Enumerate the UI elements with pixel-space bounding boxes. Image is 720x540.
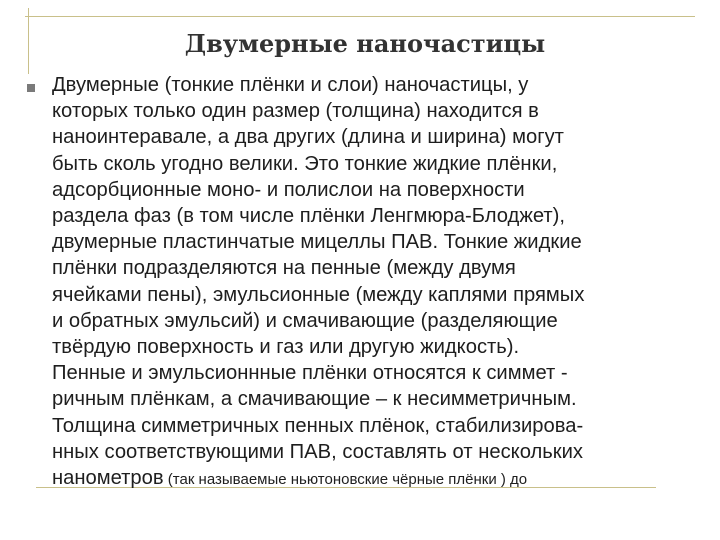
body-line: раздела фаз (в том числе плёнки Ленгмюра-Блоджет),: [52, 205, 565, 228]
body-line: Двумерные (тонкие плёнки и слои) наночастицы, у: [52, 74, 529, 96]
body-line: ячейками пены), эмульсионные (между каплями прямых: [52, 283, 585, 306]
body-last-line: [52, 465, 692, 493]
body-line: и обратных эмульсий) и смачивающие (разделяющие: [52, 309, 558, 332]
body-line: наноинтеравале, а два других (длина и ширина) могут: [52, 126, 564, 149]
bullet-square-icon: [27, 84, 35, 92]
body-line: адсорбционные моно- и полислои на поверхности: [52, 178, 525, 201]
body-line: быть сколь угодно велики. Это тонкие жидкие плёнки,: [52, 152, 558, 175]
body-line: которых только один размер (толщина) находится в: [52, 100, 539, 123]
body-line: ричным плёнкам, а смачивающие – к несимметричным.: [52, 388, 577, 411]
body-text: [52, 72, 692, 493]
last-line-main-text: нанометров: [52, 467, 164, 490]
slide-title: Двумерные наночастицы: [184, 29, 546, 58]
frame-left-rule: [28, 8, 29, 74]
body-line: плёнки подразделяются на пенные (между двумя: [52, 257, 516, 280]
body-line: двумерные пластинчатые мицеллы ПАВ. Тонкие жидкие: [52, 231, 582, 254]
last-line-small-text: (так называемые ньютоновские чёрные плёнки ) до: [163, 471, 528, 489]
body-line: Пенные и эмульсионнные плёнки относятся к симмет -: [52, 362, 568, 385]
body-line: твёрдую поверхность и газ или другую жидкость).: [52, 336, 520, 359]
body-line: нных соответствующими ПАВ, составлять от нескольких: [52, 440, 584, 463]
frame-top-rule: [25, 16, 695, 17]
body-line: Толщина симметричных пенных плёнок, стабилизирова-: [52, 414, 584, 437]
